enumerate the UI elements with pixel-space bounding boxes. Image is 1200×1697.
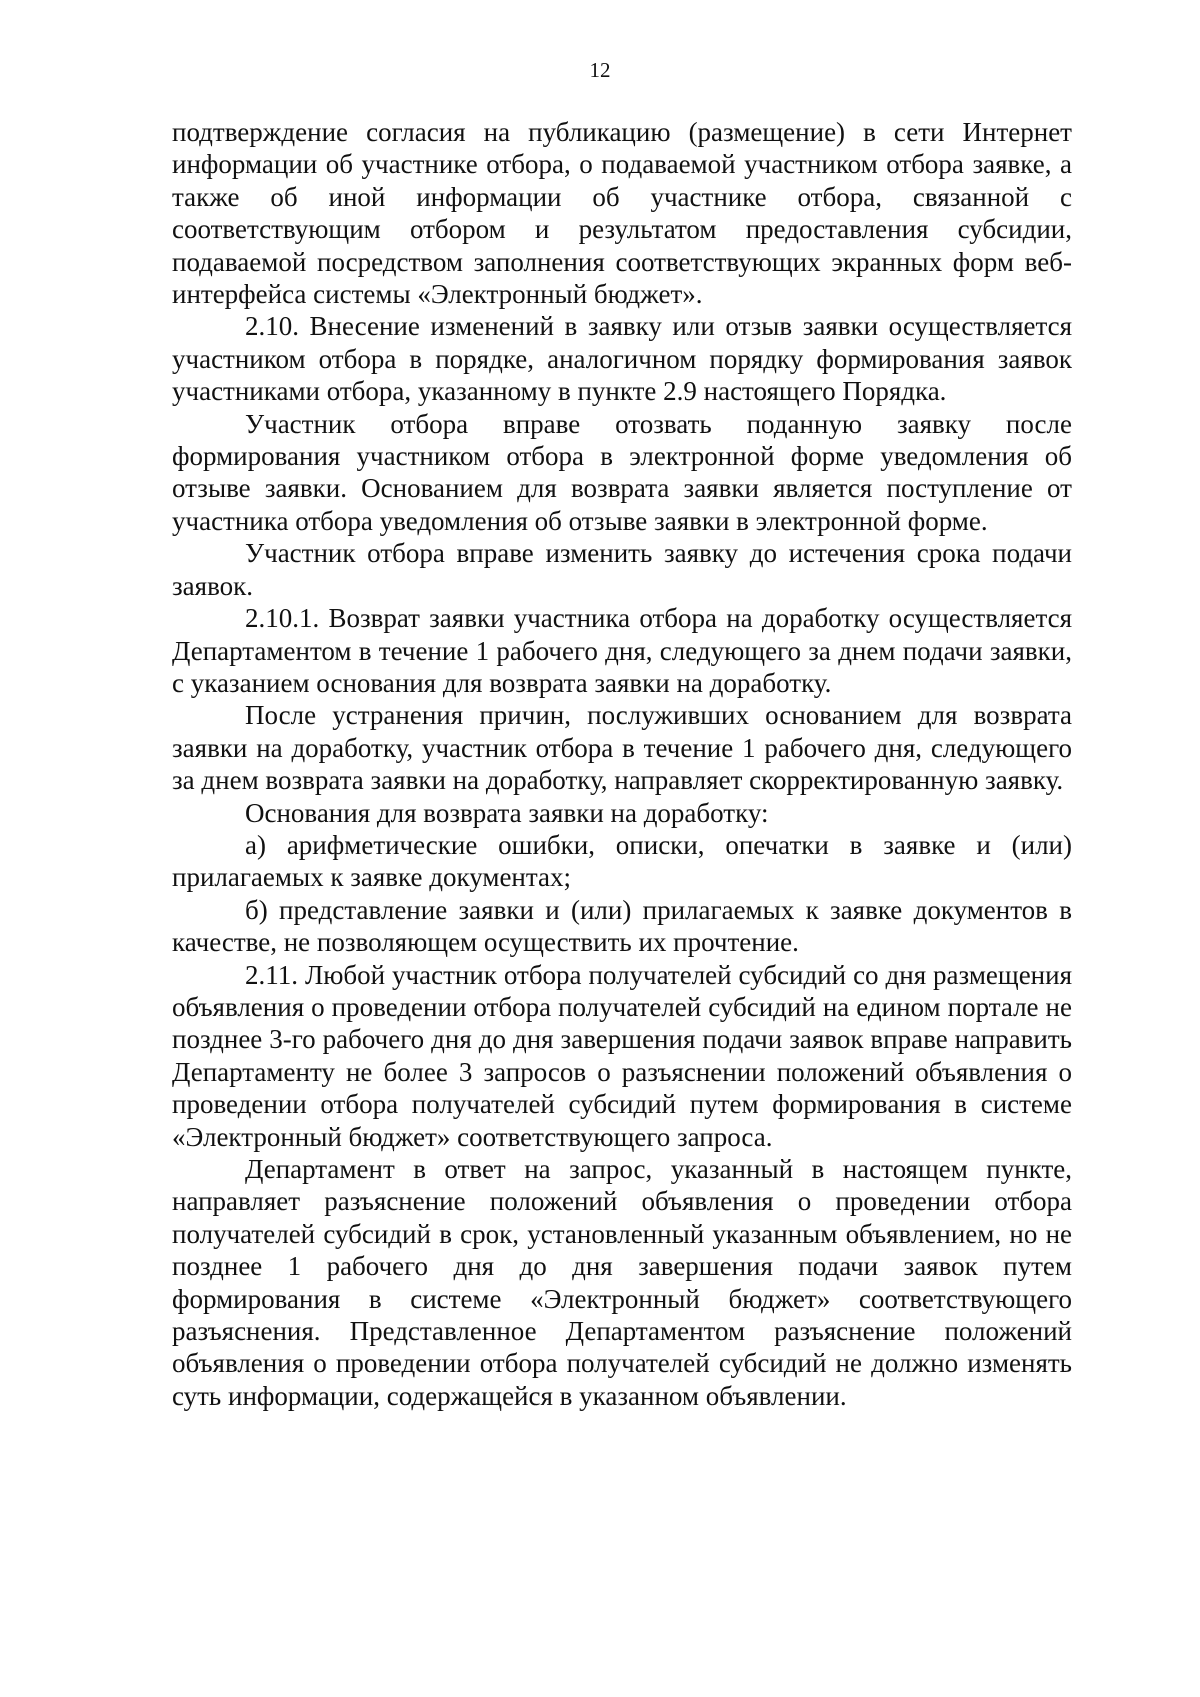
paragraph-2-11: 2.11. Любой участник отбора получателей субсидий со дня размещения объявления о проведении отбора получателей субсидий на едином портале не позднее 3-го рабочего дня до дня завершения подачи заявок вправе направить Департаменту не более 3 запросов о разъяснении положений объявления о проведении отбора получателей субсидий путем формирования в системе «Электронный бюджет» соответствующего запроса. (172, 959, 1072, 1152)
paragraph-return-grounds: Основания для возврата заявки на доработку: (245, 797, 769, 828)
list-item-b: б) представление заявки и (или) прилагаемых к заявке документов в качестве, не позволяющем осуществить их прочтение. (172, 894, 1072, 958)
paragraph-2-10: 2.10. Внесение изменений в заявку или отзыв заявки осуществляется участником отбора в порядке, аналогичном порядку формирования заявок участниками отбора, указанному в пункте 2.9 настоящего Порядка. (172, 311, 1072, 407)
page-number: 12 (589, 58, 611, 82)
paragraph-department-response: Департамент в ответ на запрос, указанный в настоящем пункте, направляет разъяснение положений объявления о проведении отбора получателей субсидий в срок, установленный указанным объявлением, но не позднее 1 рабочего дня до дня завершения подачи заявок путем формирования в системе «Электронный бюджет» соответствующего разъяснения. Представленное Департаментом разъяснение положений объявления о проведении отбора получателей субсидий не должно изменять суть информации, содержащейся в указанном объявлении. (172, 1154, 1072, 1411)
paragraph-withdraw-application: Участник отбора вправе отозвать поданную заявку после формирования участником отбора в электронной форме уведомления об отзыве заявки. Основанием для возврата заявки является поступление от участника отбора уведомления об отзыве заявки в электронной форме. (172, 408, 1072, 536)
paragraph-after-correction: После устранения причин, послуживших основанием для возврата заявки на доработку, участник отбора в течение 1 рабочего дня, следующего за днем возврата заявки на доработку, направляет скорректированную заявку. (172, 700, 1072, 796)
paragraph-continuation: подтверждение согласия на публикацию (размещение) в сети Интернет информации об участнике отбора, о подаваемой участником отбора заявке, а также об иной информации об участнике отбора, связанной с соответствующим отбором и результатом предоставления субсидии, подаваемой посредством заполнения соответствующих экранных форм веб-интерфейса системы «Электронный бюджет». (172, 117, 1072, 310)
paragraph-2-10-1: 2.10.1. Возврат заявки участника отбора на доработку осуществляется Департаментом в течение 1 рабочего дня, следующего за днем подачи заявки, с указанием основания для возврата заявки на доработку. (172, 603, 1072, 698)
document-body (172, 116, 1072, 1412)
list-item-a: а) арифметические ошибки, описки, опечатки в заявке и (или) прилагаемых к заявке документах; (172, 829, 1072, 893)
paragraph-modify-application: Участник отбора вправе изменить заявку до истечения срока подачи заявок. (172, 538, 1072, 601)
